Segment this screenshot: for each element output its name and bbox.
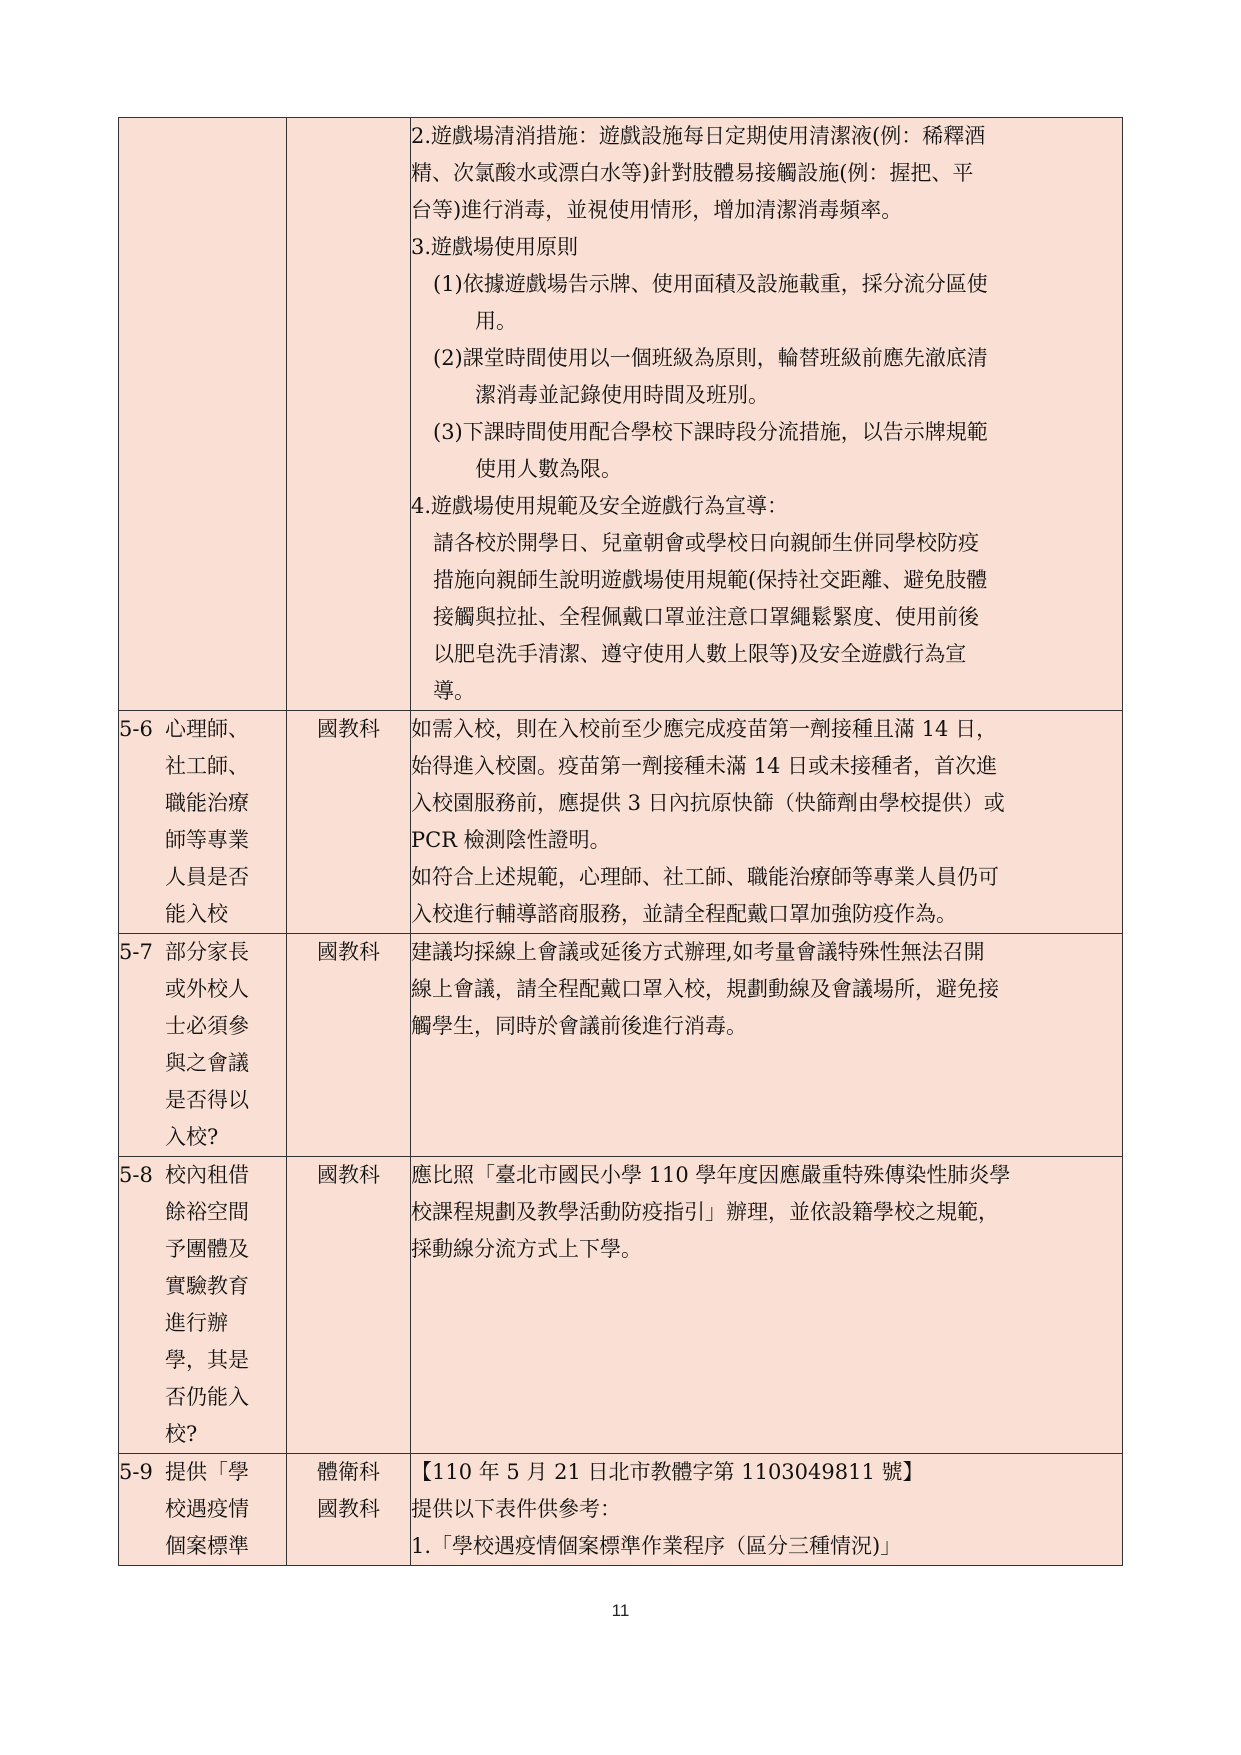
table-row (119, 1454, 1123, 1566)
topic-line: 心理師、 (165, 717, 249, 741)
responsible-unit: 體衛科 (317, 1460, 380, 1484)
content-line: 以肥皂洗手清潔、遵守使用人數上限等)及安全遊戲行為宣 (433, 642, 967, 666)
content-line: 精、次氯酸水或漂白水等)針對肢體易接觸設施(例：握把、平 (411, 161, 974, 185)
topic-cell (119, 934, 287, 1157)
table-row (119, 1157, 1123, 1454)
topic-line: 否仍能入 (165, 1385, 249, 1409)
content-line: (3)下課時間使用配合學校下課時段分流措施，以告示牌規範 (433, 420, 988, 444)
topic-line: 社工師、 (165, 754, 249, 778)
topic-line: 個案標準 (165, 1534, 249, 1558)
topic-line: 學，其是 (165, 1348, 249, 1372)
content-line: 用。 (475, 309, 517, 333)
content-line: 1.「學校遇疫情個案標準作業程序（區分三種情況)」 (411, 1534, 902, 1558)
topic-line: 予團體及 (165, 1237, 249, 1261)
topic-line: 校? (165, 1422, 198, 1446)
topic-line: 餘裕空間 (165, 1200, 249, 1224)
content-line: 如符合上述規範，心理師、社工師、職能治療師等專業人員仍可 (411, 865, 999, 889)
topic-line: 師等專業 (165, 828, 249, 852)
content-line: 使用人數為限。 (475, 457, 622, 481)
topic-line: 或外校人 (165, 977, 249, 1001)
topic-line: 能入校 (165, 902, 228, 926)
unit-cell (287, 934, 411, 1157)
table-row (119, 934, 1123, 1157)
item-number: 5-7 (119, 940, 153, 964)
content-cell (411, 118, 1123, 711)
content-line: 2.遊戲場清消措施：遊戲設施每日定期使用清潔液(例：稀釋酒 (411, 124, 986, 148)
content-line: (2)課堂時間使用以一個班級為原則，輪替班級前應先澈底清 (433, 346, 988, 370)
topic-line: 校內租借 (165, 1163, 249, 1187)
page-number: 11 (611, 1601, 630, 1620)
content-cell (411, 1157, 1123, 1454)
topic-cell (119, 711, 287, 934)
content-line: 潔消毒並記錄使用時間及班別。 (475, 383, 769, 407)
content-line: 如需入校，則在入校前至少應完成疫苗第一劑接種且滿 14 日， (411, 717, 998, 741)
content-line: 【110 年 5 月 21 日北市教體字第 1103049811 號】 (411, 1460, 924, 1484)
topic-line: 職能治療 (165, 791, 249, 815)
topic-line: 與之會議 (165, 1051, 249, 1075)
content-line: 3.遊戲場使用原則 (411, 235, 579, 259)
topic-line: 士必須參 (165, 1014, 249, 1038)
content-line: 校課程規劃及教學活動防疫指引」辦理，並依設籍學校之規範， (411, 1200, 999, 1224)
content-cell (411, 934, 1123, 1157)
content-line: 4.遊戲場使用規範及安全遊戲行為宣導： (411, 494, 789, 518)
responsible-unit: 國教科 (317, 1163, 380, 1187)
content-line: 提供以下表件供參考： (411, 1497, 621, 1521)
table-row (119, 711, 1123, 934)
topic-cell (119, 1157, 287, 1454)
topic-line: 是否得以 (165, 1088, 249, 1112)
unit-cell (287, 711, 411, 934)
content-line: (1)依據遊戲場告示牌、使用面積及設施載重，採分流分區使 (433, 272, 988, 296)
content-line: PCR 檢測陰性證明。 (411, 828, 611, 852)
content-line: 建議均採線上會議或延後方式辦理,如考量會議特殊性無法召開 (411, 940, 985, 964)
content-line: 接觸與拉扯、全程佩戴口罩並注意口罩繩鬆緊度、使用前後 (433, 605, 979, 629)
item-number: 5-6 (119, 717, 153, 741)
unit-cell (287, 1454, 411, 1566)
content-line: 線上會議，請全程配戴口罩入校，規劃動線及會議場所，避免接 (411, 977, 999, 1001)
faq-table (118, 117, 1123, 1566)
unit-cell-empty (287, 118, 411, 711)
content-line: 入校進行輔導諮商服務，並請全程配戴口罩加強防疫作為。 (411, 902, 957, 926)
topic-line: 進行辦 (165, 1311, 228, 1335)
topic-cell-empty (119, 118, 287, 711)
content-line: 請各校於開學日、兒童朝會或學校日向親師生併同學校防疫 (433, 531, 979, 555)
topic-line: 實驗教育 (165, 1274, 249, 1298)
content-line: 始得進入校園。疫苗第一劑接種未滿 14 日或未接種者，首次進 (411, 754, 998, 778)
responsible-unit: 國教科 (317, 1497, 380, 1521)
topic-cell (119, 1454, 287, 1566)
topic-line: 人員是否 (165, 865, 249, 889)
content-line: 導。 (433, 679, 475, 703)
content-cell (411, 711, 1123, 934)
content-line: 台等)進行消毒，並視使用情形，增加清潔消毒頻率。 (411, 198, 903, 222)
table-row-continued (119, 118, 1123, 711)
item-number: 5-9 (119, 1460, 153, 1484)
topic-line: 部分家長 (165, 940, 249, 964)
responsible-unit: 國教科 (317, 717, 380, 741)
topic-line: 提供「學 (165, 1460, 249, 1484)
content-line: 入校園服務前，應提供 3 日內抗原快篩（快篩劑由學校提供）或 (411, 791, 1005, 815)
item-number: 5-8 (119, 1163, 153, 1187)
topic-line: 校遇疫情 (165, 1497, 249, 1521)
responsible-unit: 國教科 (317, 940, 380, 964)
content-line: 措施向親師生說明遊戲場使用規範(保持社交距離、避免肢體 (433, 568, 988, 592)
content-line: 觸學生，同時於會議前後進行消毒。 (411, 1014, 747, 1038)
topic-line: 入校? (165, 1125, 219, 1149)
content-line: 採動線分流方式上下學。 (411, 1237, 642, 1261)
unit-cell (287, 1157, 411, 1454)
content-line: 應比照「臺北市國民小學 110 學年度因應嚴重特殊傳染性肺炎學 (411, 1163, 1011, 1187)
content-cell (411, 1454, 1123, 1566)
